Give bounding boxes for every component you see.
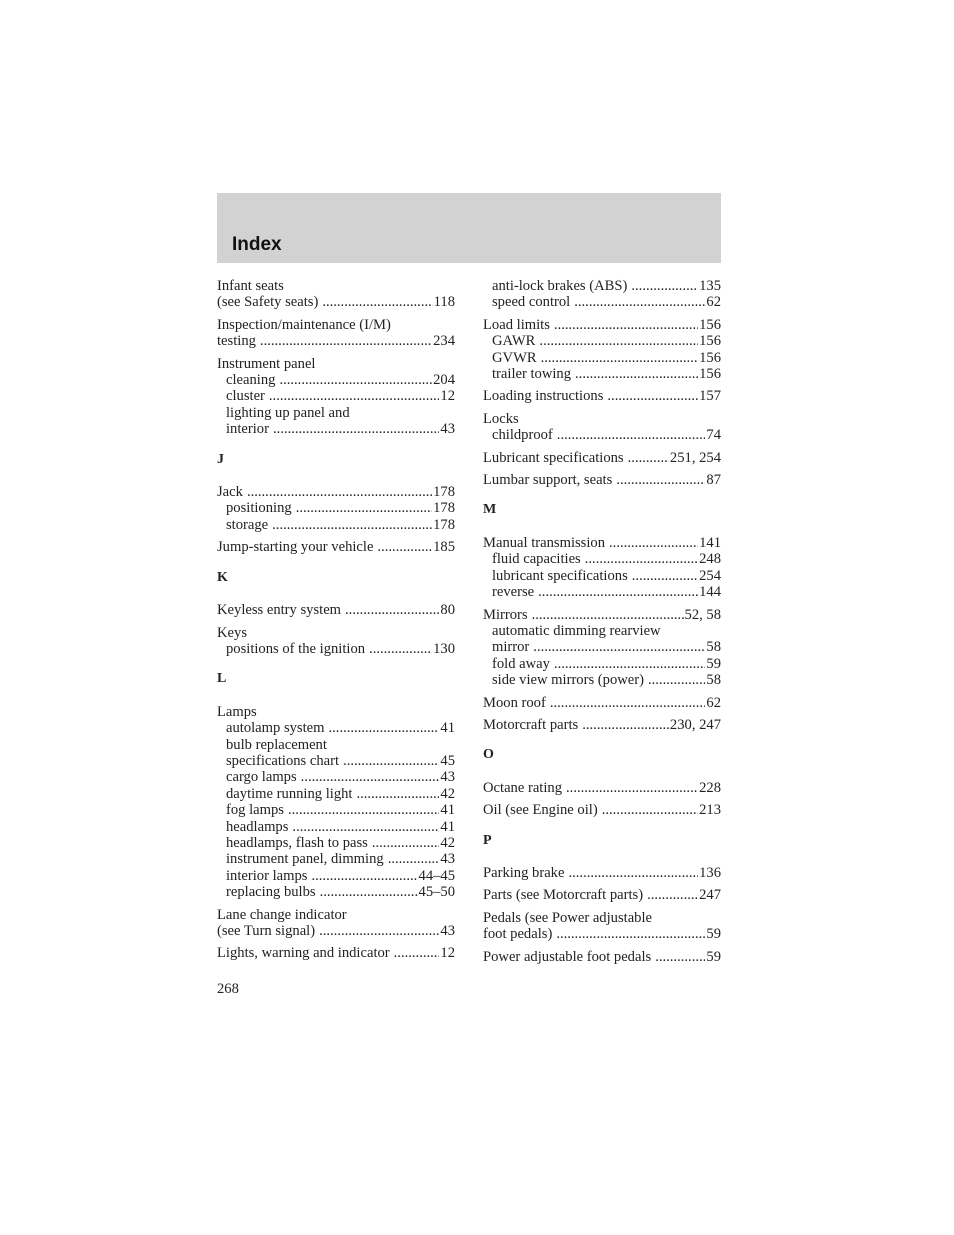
- dot-leader: [311, 868, 417, 884]
- index-subentry-line: [217, 421, 455, 437]
- page-reference: 141: [699, 534, 721, 551]
- dot-leader: [554, 656, 705, 672]
- dot-leader: [533, 639, 705, 655]
- index-subentry-line: [217, 641, 455, 657]
- index-entry-line: [483, 317, 721, 333]
- index-entry-line: [483, 411, 721, 427]
- dot-leader: [296, 500, 432, 516]
- dot-leader: [260, 333, 432, 349]
- dot-leader: [648, 672, 705, 688]
- entry-text: Motorcraft parts: [483, 716, 579, 733]
- dot-leader: [273, 421, 439, 437]
- page-reference: 135: [699, 278, 721, 294]
- entry-text: (see Safety seats): [217, 294, 319, 311]
- index-letter-heading: O: [483, 747, 494, 763]
- page-reference: 43: [440, 769, 455, 786]
- index-letter-heading: J: [217, 451, 224, 467]
- index-entry-line: [483, 887, 721, 903]
- dot-leader: [532, 607, 684, 623]
- entry-text: interior: [226, 421, 269, 438]
- page-reference: 185: [433, 539, 455, 556]
- index-entry-line: [217, 907, 455, 923]
- dot-leader: [609, 535, 698, 551]
- entry-text: replacing bulbs: [226, 884, 316, 901]
- index-subentry-line: [483, 584, 721, 600]
- index-entry: [483, 388, 721, 404]
- page-reference: 43: [440, 851, 455, 868]
- index-subentry-line: [217, 851, 455, 867]
- index-entry-line: [483, 472, 721, 488]
- dot-leader: [279, 372, 432, 388]
- entry-text: interior lamps: [226, 867, 308, 884]
- index-subentry-line: [217, 884, 455, 900]
- entry-text: Oil (see Engine oil): [483, 802, 598, 819]
- index-entry: [483, 802, 721, 818]
- dot-leader: [292, 819, 439, 835]
- page-reference: 62: [706, 294, 721, 311]
- page-reference: 213: [699, 802, 721, 819]
- index-subentry-line: [217, 372, 455, 388]
- dot-leader: [319, 923, 439, 939]
- index-entry-line: [217, 945, 455, 961]
- page-reference: 156: [699, 333, 721, 350]
- page-reference: 204: [433, 372, 455, 389]
- page-reference: 45: [440, 752, 455, 769]
- page-reference: 251, 254: [669, 449, 721, 466]
- index-subentry-line: [483, 551, 721, 567]
- dot-leader: [628, 450, 669, 466]
- dot-leader: [568, 865, 698, 881]
- dot-leader: [582, 717, 669, 733]
- index-subentry-line: [483, 672, 721, 688]
- entry-text: cluster: [226, 388, 265, 405]
- entry-text: lighting up panel and: [226, 404, 350, 421]
- entry-text: speed control: [492, 294, 571, 311]
- index-entry: [483, 317, 721, 383]
- index-entry-line: [483, 926, 721, 942]
- index-subentry-line: [483, 639, 721, 655]
- entry-text: headlamps: [226, 818, 289, 835]
- index-entry-line: [483, 949, 721, 965]
- index-column-left: [217, 278, 455, 968]
- index-subentry-line: [483, 333, 721, 349]
- index-letter-heading: P: [483, 832, 492, 848]
- index-entry: [483, 411, 721, 444]
- index-entry-line: [217, 356, 455, 372]
- page-reference: 234: [433, 333, 455, 350]
- index-entry: [483, 949, 721, 965]
- dot-leader: [356, 786, 439, 802]
- dot-leader: [247, 484, 432, 500]
- entry-text: Parking brake: [483, 864, 565, 881]
- page-reference: 59: [706, 926, 721, 943]
- entry-text: positions of the ignition: [226, 640, 366, 657]
- page-number: 268: [217, 981, 239, 997]
- index-entry-line: [217, 484, 455, 500]
- page-reference: 45–50: [418, 884, 455, 901]
- index-entry-line: [217, 704, 455, 720]
- index-entry-line: [217, 317, 455, 333]
- dot-leader: [388, 851, 440, 867]
- entry-text: Load limits: [483, 316, 550, 333]
- entry-text: Keys: [217, 624, 247, 641]
- entry-text: automatic dimming rearview: [492, 622, 661, 639]
- dot-leader: [607, 388, 698, 404]
- entry-text: Power adjustable foot pedals: [483, 948, 652, 965]
- entry-text: Infant seats: [217, 278, 284, 294]
- index-entry-line: [217, 625, 455, 641]
- entry-text: lubricant specifications: [492, 567, 628, 584]
- page-title: Index: [232, 234, 282, 255]
- index-entry-line: [483, 802, 721, 818]
- index-entry: [483, 535, 721, 601]
- index-entry-line: [483, 910, 721, 926]
- index-subentry-line: [217, 868, 455, 884]
- page-reference: 228: [699, 779, 721, 796]
- dot-leader: [288, 802, 439, 818]
- index-entry-line: [217, 333, 455, 349]
- page-reference: 42: [440, 834, 455, 851]
- index-entry: [217, 356, 455, 438]
- page-reference: 12: [440, 945, 455, 962]
- index-entry: [483, 780, 721, 796]
- entry-text: Locks: [483, 410, 519, 427]
- index-entry: [483, 887, 721, 903]
- index-letter-heading: M: [483, 502, 497, 518]
- entry-text: fluid capacities: [492, 551, 581, 568]
- entry-text: Manual transmission: [483, 534, 606, 551]
- entry-text: Lane change indicator: [217, 906, 347, 923]
- page-reference: 59: [706, 655, 721, 672]
- index-subentry-line: [483, 366, 721, 382]
- entry-text: Instrument panel: [217, 355, 316, 372]
- index-entry-line: [217, 539, 455, 555]
- dot-leader: [272, 517, 432, 533]
- entry-text: cargo lamps: [226, 769, 297, 786]
- entry-text: testing: [217, 333, 256, 350]
- index-entry-line: [483, 695, 721, 711]
- dot-leader: [550, 695, 706, 711]
- entry-text: Lights, warning and indicator: [217, 945, 390, 962]
- entry-text: mirror: [492, 639, 530, 656]
- entry-text: anti-lock brakes (ABS): [492, 278, 628, 294]
- index-letter-heading: K: [217, 569, 228, 585]
- index-subentry-line: [217, 786, 455, 802]
- index-column-right: [483, 278, 721, 971]
- page-reference: 41: [440, 818, 455, 835]
- dot-leader: [616, 472, 705, 488]
- index-entry: [217, 602, 455, 618]
- entry-text: foot pedals): [483, 926, 553, 943]
- dot-leader: [539, 333, 698, 349]
- index-subentry-line: [217, 737, 455, 753]
- page-reference: 44–45: [418, 867, 455, 884]
- page-reference: 156: [699, 366, 721, 383]
- page-reference: 52, 58: [684, 606, 721, 623]
- index-subentry-line: [217, 819, 455, 835]
- page-reference: 41: [440, 802, 455, 819]
- page-reference: 230, 247: [669, 716, 721, 733]
- index-subentry-line: [483, 278, 721, 294]
- dot-leader: [631, 278, 698, 294]
- entry-text: daytime running light: [226, 785, 353, 802]
- index-subentry-line: [217, 405, 455, 421]
- index-entry: [217, 907, 455, 940]
- dot-leader: [394, 945, 440, 961]
- entry-text: Pedals (see Power adjustable: [483, 909, 652, 926]
- dot-leader: [602, 802, 698, 818]
- entry-text: bulb replacement: [226, 736, 327, 753]
- entry-text: Jump-starting your vehicle: [217, 539, 374, 556]
- dot-leader: [632, 568, 698, 584]
- entry-text: GVWR: [492, 349, 537, 366]
- index-entry-line: [483, 780, 721, 796]
- page-reference: 178: [433, 500, 455, 517]
- index-subentry-line: [217, 500, 455, 516]
- index-entry: [217, 484, 455, 533]
- page-reference: 41: [440, 720, 455, 737]
- dot-leader: [369, 641, 432, 657]
- entry-text: positioning: [226, 500, 292, 517]
- index-entry: [483, 695, 721, 711]
- index-entry: [217, 704, 455, 901]
- dot-leader: [575, 366, 698, 382]
- index-entry-line: [483, 450, 721, 466]
- index-entry-line: [217, 602, 455, 618]
- page-reference: 144: [699, 584, 721, 601]
- index-subentry-line: [217, 517, 455, 533]
- dot-leader: [372, 835, 440, 851]
- page-reference: 156: [699, 349, 721, 366]
- page-reference: 43: [440, 421, 455, 438]
- index-entry: [483, 278, 721, 311]
- entry-text: headlamps, flash to pass: [226, 834, 368, 851]
- entry-text: childproof: [492, 427, 553, 444]
- entry-text: (see Turn signal): [217, 923, 316, 939]
- entry-text: GAWR: [492, 333, 536, 350]
- dot-leader: [269, 388, 440, 404]
- entry-text: Lamps: [217, 703, 257, 720]
- page-reference: 118: [433, 294, 455, 311]
- page-reference: 58: [706, 639, 721, 656]
- index-subentry-line: [217, 835, 455, 851]
- index-subentry-line: [483, 656, 721, 672]
- index-entry-line: [483, 717, 721, 733]
- dot-leader: [329, 720, 440, 736]
- index-subentry-line: [217, 769, 455, 785]
- page-reference: 178: [433, 484, 455, 501]
- dot-leader: [322, 294, 432, 310]
- page-reference: 42: [440, 785, 455, 802]
- index-entry: [217, 317, 455, 350]
- index-entry: [483, 472, 721, 488]
- entry-text: trailer towing: [492, 366, 572, 383]
- dot-leader: [647, 887, 698, 903]
- entry-text: side view mirrors (power): [492, 672, 644, 689]
- entry-text: Keyless entry system: [217, 602, 342, 619]
- index-entry: [217, 278, 455, 311]
- index-subentry-line: [217, 720, 455, 736]
- dot-leader: [585, 551, 698, 567]
- dot-leader: [556, 926, 705, 942]
- index-subentry-line: [217, 753, 455, 769]
- page-reference: 80: [440, 602, 455, 619]
- page-reference: 178: [433, 516, 455, 533]
- entry-text: Loading instructions: [483, 388, 604, 405]
- entry-text: Moon roof: [483, 694, 546, 711]
- page-reference: 58: [706, 672, 721, 689]
- page-reference: 12: [440, 388, 455, 405]
- entry-text: Lubricant specifications: [483, 449, 624, 466]
- index-subentry-line: [483, 427, 721, 443]
- entry-text: storage: [226, 516, 269, 533]
- entry-text: instrument panel, dimming: [226, 851, 384, 868]
- index-entry-line: [217, 923, 455, 939]
- index-entry: [217, 539, 455, 555]
- dot-leader: [377, 539, 432, 555]
- dot-leader: [557, 427, 706, 443]
- index-subentry-line: [483, 294, 721, 310]
- dot-leader: [301, 769, 440, 785]
- dot-leader: [574, 294, 705, 310]
- index-subentry-line: [483, 623, 721, 639]
- index-entry-line: [483, 865, 721, 881]
- index-entry-line: [217, 278, 455, 294]
- index-entry: [483, 450, 721, 466]
- page-reference: 247: [699, 887, 721, 904]
- index-subentry-line: [483, 350, 721, 366]
- page-reference: 59: [706, 948, 721, 965]
- index-entry-line: [483, 607, 721, 623]
- index-subentry-line: [217, 802, 455, 818]
- entry-text: cleaning: [226, 372, 276, 389]
- page-reference: 254: [699, 567, 721, 584]
- index-entry: [483, 607, 721, 689]
- index-letter-heading: L: [217, 671, 227, 687]
- entry-text: reverse: [492, 584, 535, 601]
- entry-text: specifications chart: [226, 752, 340, 769]
- page-reference: 157: [699, 388, 721, 405]
- page-reference: 43: [440, 923, 455, 939]
- dot-leader: [566, 780, 698, 796]
- entry-text: Inspection/maintenance (I/M): [217, 316, 391, 333]
- entry-text: fog lamps: [226, 802, 284, 819]
- entry-text: fold away: [492, 655, 550, 672]
- index-subentry-line: [483, 568, 721, 584]
- dot-leader: [343, 753, 439, 769]
- entry-text: Lumbar support, seats: [483, 472, 613, 489]
- page-reference: 248: [699, 551, 721, 568]
- page-reference: 136: [699, 864, 721, 881]
- entry-text: Jack: [217, 484, 243, 501]
- page-reference: 130: [433, 640, 455, 657]
- dot-leader: [320, 884, 418, 900]
- index-entry: [217, 625, 455, 658]
- page-reference: 62: [706, 694, 721, 711]
- page-reference: 87: [706, 472, 721, 489]
- dot-leader: [554, 317, 698, 333]
- index-entry-line: [483, 535, 721, 551]
- index-entry: [483, 717, 721, 733]
- dot-leader: [655, 949, 705, 965]
- index-entry: [483, 910, 721, 943]
- page-reference: 156: [699, 316, 721, 333]
- index-entry: [483, 865, 721, 881]
- index-subentry-line: [217, 388, 455, 404]
- entry-text: Mirrors: [483, 606, 528, 623]
- index-entry: [217, 945, 455, 961]
- entry-text: Parts (see Motorcraft parts): [483, 887, 644, 904]
- entry-text: autolamp system: [226, 720, 325, 737]
- index-entry-line: [483, 388, 721, 404]
- index-entry-line: [217, 294, 455, 310]
- dot-leader: [345, 602, 439, 618]
- page-reference: 74: [706, 427, 721, 444]
- header-band: [217, 193, 721, 263]
- entry-text: Octane rating: [483, 779, 563, 796]
- dot-leader: [538, 584, 698, 600]
- dot-leader: [541, 350, 699, 366]
